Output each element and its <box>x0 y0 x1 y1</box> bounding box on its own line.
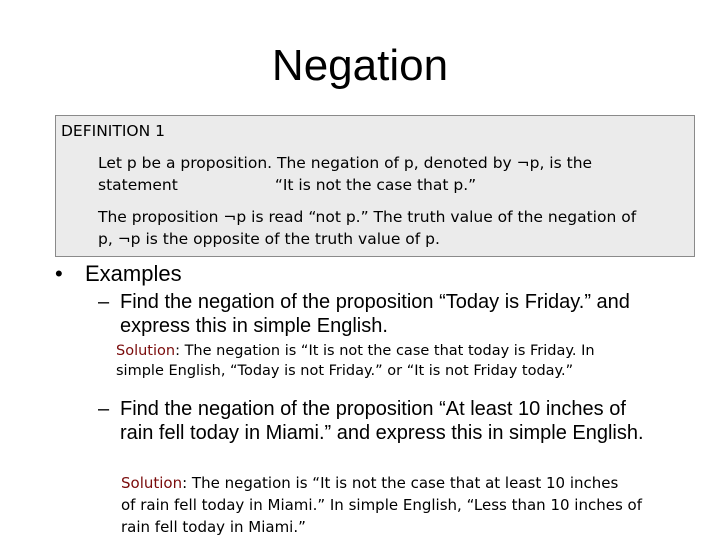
solution-label: Solution <box>116 343 176 359</box>
solution-text: : The negation is “It is not the case that today is Friday. In <box>175 343 595 359</box>
solution-line <box>116 341 595 361</box>
solution-1 <box>116 341 595 381</box>
example-line: express this in simple English. <box>120 315 388 337</box>
definition-line: p, ¬p is the opposite of the truth value of p. <box>98 230 440 248</box>
slide-title: Negation <box>271 41 449 90</box>
examples-bullet <box>55 260 182 288</box>
solution-label: Solution <box>121 474 183 492</box>
definition-line: Let p be a proposition. The negation of p, denoted by ¬p, is the <box>98 154 593 172</box>
definition-quote: “It is not the case that p.” <box>274 176 477 194</box>
solution-line: rain fell today in Miami.” <box>121 518 306 536</box>
definition-line <box>98 174 592 196</box>
examples-label: Examples <box>85 261 182 286</box>
definition-paragraph-1 <box>98 152 592 196</box>
solution-line: of rain fell today in Miami.” In simple English, “Less than 10 inches of <box>121 496 643 514</box>
solution-line: simple English, “Today is not Friday.” or “It is not Friday today.” <box>116 363 574 379</box>
example-line: rain fell today in Miami.” and express this in simple English. <box>120 422 644 444</box>
solution-2 <box>121 472 642 538</box>
definition-text: statement <box>98 176 178 194</box>
example-2-text <box>120 397 644 445</box>
example-line: Find the negation of the proposition “At least 10 inches of <box>120 398 626 420</box>
example-1-text <box>120 290 630 338</box>
definition-heading: DEFINITION 1 <box>61 122 166 140</box>
bullet-glyph: • <box>55 261 63 286</box>
definition-paragraph-2 <box>98 206 636 250</box>
dash-glyph: – <box>98 291 110 313</box>
solution-text: : The negation is “It is not the case that at least 10 inches <box>182 474 619 492</box>
dash-glyph: – <box>98 398 110 420</box>
solution-line <box>121 472 642 494</box>
definition-line: The proposition ¬p is read “not p.” The truth value of the negation of <box>98 208 637 226</box>
definition-box <box>55 115 695 257</box>
example-line: Find the negation of the proposition “Today is Friday.” and <box>120 291 630 313</box>
